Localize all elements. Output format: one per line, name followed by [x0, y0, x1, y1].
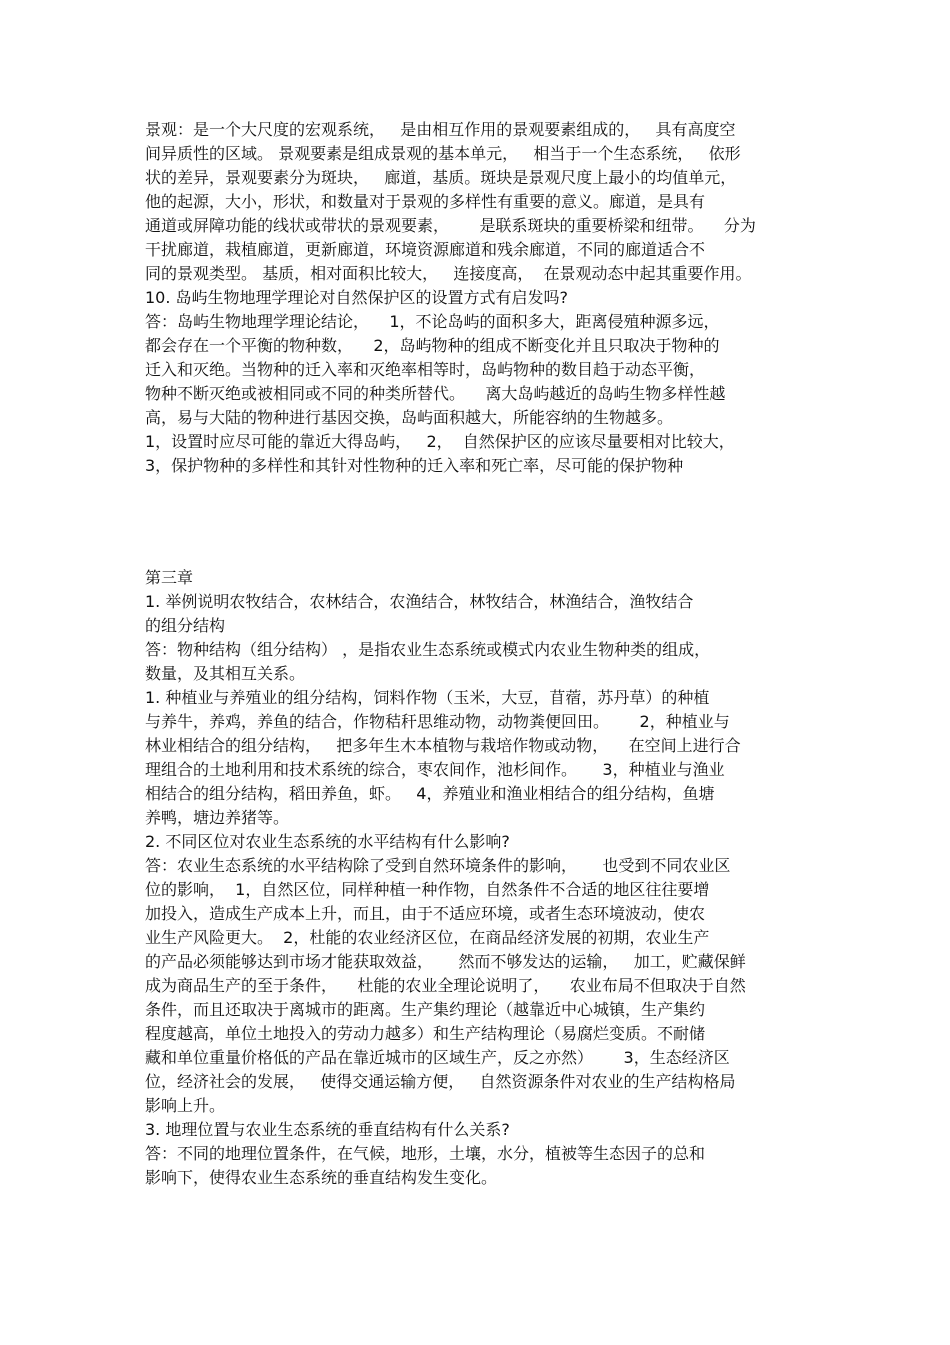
- text-line: 养鸭，塘边养猪等。: [145, 808, 290, 827]
- text-line: 答：农业生态系统的水平结构除了受到自然环境条件的影响， 也受到不同农业区: [145, 856, 731, 875]
- text-line: 加投入，造成生产成本上升，而且，由于不适应环境，或者生态环境波动，使农: [145, 904, 706, 923]
- chapter-heading: 第三章: [145, 568, 194, 587]
- text-line: 状的差异，景观要素分为斑块， 廊道，基质。斑块是景观尺度上最小的均值单元，: [145, 168, 737, 187]
- text-line: 藏和单位重量价格低的产品在靠近城市的区域生产，反之亦然） 3，生态经济区: [145, 1048, 730, 1067]
- text-line: 影响下，使得农业生态系统的垂直结构发生变化。: [145, 1168, 498, 1187]
- text-line: 林业相结合的组分结构， 把多年生木本植物与栽培作物或动物， 在空间上进行合: [145, 736, 741, 755]
- text-line: 理组合的土地利用和技术系统的综合，枣农间作，池杉间作。 3，种植业与渔业: [145, 760, 725, 779]
- text-line: 位的影响， 1，自然区位，同样种植一种作物，自然条件不合适的地区往往要增: [145, 880, 710, 899]
- text-line: 物种不断灭绝或被相同或不同的种类所替代。 离大岛屿越近的岛屿生物多样性越: [145, 384, 726, 403]
- text-line: 的产品必须能够达到市场才能获取效益， 然而不够发达的运输， 加工，贮藏保鲜: [145, 952, 746, 971]
- text-line: 答：物种结构（组分结构） ，是指农业生态系统或模式内农业生物种类的组成，: [145, 640, 711, 659]
- text-line: 相结合的组分结构，稻田养鱼，虾。 4，养殖业和渔业相结合的组分结构，鱼塘: [145, 784, 715, 803]
- text-line: 成为商品生产的至于条件， 杜能的农业全理论说明了， 农业布局不但取决于自然: [145, 976, 746, 995]
- text-line: 同的景观类型。 基质，相对面积比较大， 连接度高， 在景观动态中起其重要作用。: [145, 264, 752, 283]
- text-line: 答：不同的地理位置条件，在气候，地形，土壤，水分，植被等生态因子的总和: [145, 1144, 706, 1163]
- text-line: 条件，而且还取决于离城市的距离。生产集约理论（越靠近中心城镇，生产集约: [145, 1000, 706, 1019]
- question-heading: 1. 举例说明农牧结合，农林结合，农渔结合，林牧结合，林渔结合，渔牧结合: [145, 592, 694, 611]
- text-line: 业生产风险更大。 2，杜能的农业经济区位，在商品经济发展的初期，农业生产: [145, 928, 710, 947]
- question-heading: 10. 岛屿生物地理学理论对自然保护区的设置方式有启发吗?: [145, 288, 569, 307]
- text-line: 都会存在一个平衡的物种数， 2，岛屿物种的组成不断变化并且只取决于物种的: [145, 336, 720, 355]
- text-line: 他的起源，大小，形状，和数量对于景观的多样性有重要的意义。廊道，是具有: [145, 192, 706, 211]
- text-line: 影响上升。: [145, 1096, 226, 1115]
- text-line: 1. 种植业与养殖业的组分结构，饲料作物（玉米，大豆，苜蓿，苏丹草）的种植: [145, 688, 710, 707]
- text-line: 1，设置时应尽可能的靠近大得岛屿， 2， 自然保护区的应该尽量要相对比较大，: [145, 432, 735, 451]
- text-line: 数量，及其相互关系。: [145, 664, 306, 683]
- text-line: 答：岛屿生物地理学理论结论， 1，不论岛屿的面积多大，距离侵殖种源多远，: [145, 312, 720, 331]
- text-line: 景观：是一个大尺度的宏观系统， 是由相互作用的景观要素组成的， 具有高度空: [145, 120, 736, 139]
- text-line: 位，经济社会的发展， 使得交通运输方便， 自然资源条件对农业的生产结构格局: [145, 1072, 736, 1091]
- text-line: 高，易与大陆的物种进行基因交换，岛屿面积越大，所能容纳的生物越多。: [145, 408, 674, 427]
- text-line: 间异质性的区域。 景观要素是组成景观的基本单元， 相当于一个生态系统， 依形: [145, 144, 741, 163]
- question-heading: 3. 地理位置与农业生态系统的垂直结构有什么关系?: [145, 1120, 510, 1139]
- text-line: 迁入和灭绝。当物种的迁入率和灭绝率相等时，岛屿物种的数目趋于动态平衡，: [145, 360, 706, 379]
- text-line: 与养牛，养鸡，养鱼的结合，作物秸秆思维动物，动物粪便回田。 2，种植业与: [145, 712, 730, 731]
- text-line: 3，保护物种的多样性和其针对性物种的迁入率和死亡率，尽可能的保护物种: [145, 456, 684, 475]
- text-line: 的组分结构: [145, 616, 226, 635]
- text-line: 通道或屏障功能的线状或带状的景观要素， 是联系斑块的重要桥梁和纽带。 分为: [145, 216, 756, 235]
- text-line: 程度越高，单位土地投入的劳动力越多）和生产结构理论（易腐烂变质。不耐储: [145, 1024, 706, 1043]
- text-line: 干扰廊道，栽植廊道，更新廊道，环境资源廊道和残余廊道，不同的廊道适合不: [145, 240, 706, 259]
- question-heading: 2. 不同区位对农业生态系统的水平结构有什么影响?: [145, 832, 510, 851]
